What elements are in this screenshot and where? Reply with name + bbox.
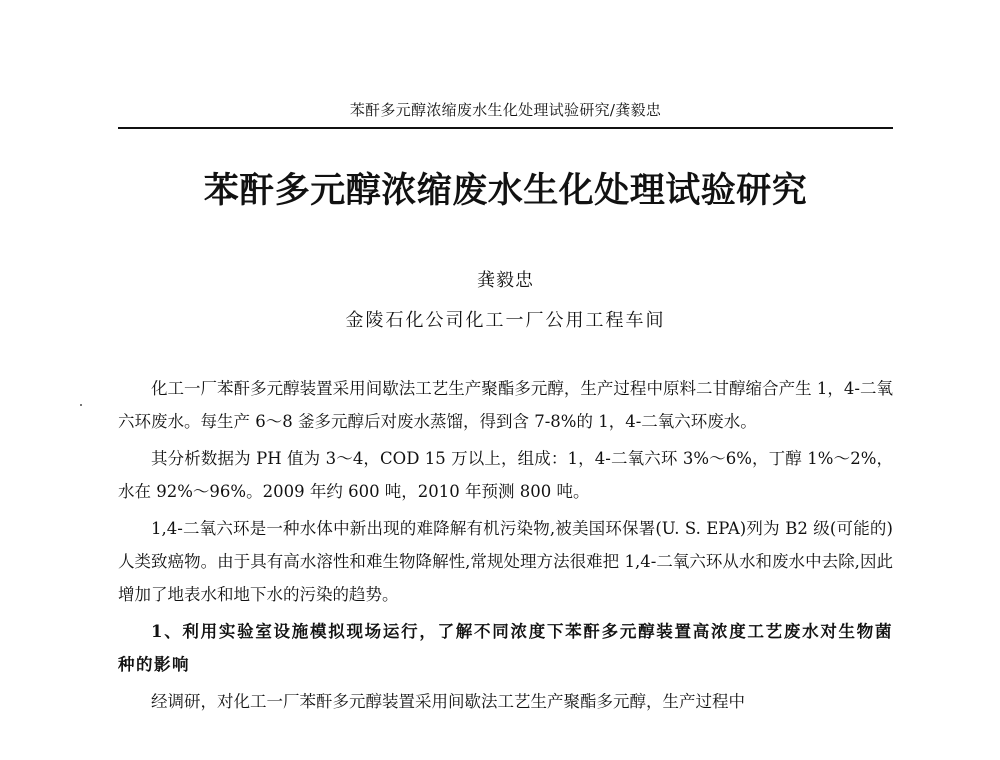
author-affiliation: 金陵石化公司化工一厂公用工程车间: [345, 310, 666, 331]
paragraph-analysis-data: 其分析数据为 PH 值为 3～4，COD 15 万以上，组成：1，4-二氧六环 3%～6%，丁醇 1%～2%，水在 92%～96%。2009 年约 600 吨，2010 年预测 800 吨。: [118, 449, 893, 501]
scan-speck: [80, 404, 82, 406]
header-rule: [118, 127, 893, 129]
author-name: 龚毅忠: [477, 270, 534, 291]
running-header: 苯酐多元醇浓缩废水生化处理试验研究/龚毅忠: [349, 101, 662, 119]
paragraph-intro: 化工一厂苯酐多元醇装置采用间歇法工艺生产聚酯多元醇，生产过程中原料二甘醇缩合产生 1，4-二氧六环废水。每生产 6～8 釜多元醇后对废水蒸馏，得到含 7-8%的 1，4-二氧六环废水。: [118, 379, 893, 431]
paragraph-section-1: 经调研，对化工一厂苯酐多元醇装置采用间歇法工艺生产聚酯多元醇，生产过程中: [151, 692, 745, 711]
article-body: [118, 372, 893, 722]
paragraph-dioxane-background: 1,4-二氧六环是一种水体中新出现的难降解有机污染物,被美国环保署(U. S. EPA)列为 B2 级(可能的)人类致癌物。由于具有高水溶性和难生物降解性,常规处理方法很难把 1,4-二氧六环从水和废水中去除,因此增加了地表水和地下水的污染的趋势。: [118, 519, 893, 604]
page-title: 苯酐多元醇浓缩废水生化处理试验研究: [203, 170, 808, 211]
section-heading-1: 1、利用实验室设施模拟现场运行，了解不同浓度下苯酐多元醇装置高浓度工艺废水对生物菌种的影响: [118, 622, 893, 674]
